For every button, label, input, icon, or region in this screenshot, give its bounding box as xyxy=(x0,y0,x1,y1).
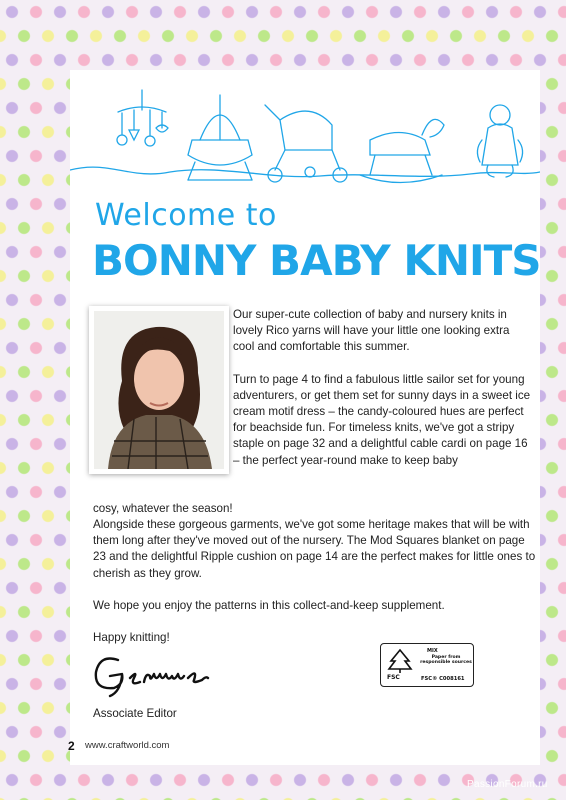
welcome-heading: Welcome to xyxy=(95,198,277,233)
paragraph-1: Our super-cute collection of baby and nursery knits in lovely Rico yarns will have your little one looking extra cool and comfortable this summer. xyxy=(233,308,510,354)
editor-signature xyxy=(90,648,230,698)
page-title: BONNY BABY KNITS xyxy=(92,236,541,285)
watermark: PassionForum.ru xyxy=(467,779,548,790)
greeting: Happy knitting! xyxy=(93,631,170,644)
editor-photo xyxy=(94,311,224,469)
paragraph-3: Alongside these gorgeous garments, we've got some heritage makes that will be with them long after they've moved out of the nursery. The Mod Squares blanket on page 23 and the delightful Ripple cushion on page 14 are the perfect makes for little ones to cherish as they grow. xyxy=(93,518,536,580)
nursery-illustration xyxy=(70,80,540,200)
paragraph-2: Turn to page 4 to find a fabulous little sailor set for young adventurers, or get them set for sunny days in a sweet ice cream motif dress – the candy-coloured hues are perfect for beachside fun. For timeless knits, we've got a stripy staple on page 32 and a delightful cable cardi on page 16 – the perfect year-round make to keep baby xyxy=(233,372,531,467)
fsc-paper-line: Paper from responsible sources xyxy=(420,655,472,666)
paragraph-4: We hope you enjoy the patterns in this collect-and-keep supplement. xyxy=(93,598,445,612)
page-number: 2 xyxy=(68,739,75,753)
editor-role: Associate Editor xyxy=(93,707,177,720)
editor-photo-frame xyxy=(89,306,229,474)
main-text xyxy=(93,517,538,630)
footer-url[interactable]: www.craftworld.com xyxy=(85,740,170,751)
page-sheet xyxy=(70,70,540,765)
intro-text xyxy=(233,307,533,485)
fsc-brand: FSC xyxy=(387,674,400,681)
fsc-code: FSC® C008161 xyxy=(421,676,465,682)
fsc-mix: MIX xyxy=(427,648,438,654)
paragraph-2-end: cosy, whatever the season! xyxy=(93,502,233,515)
fsc-badge xyxy=(380,643,474,687)
